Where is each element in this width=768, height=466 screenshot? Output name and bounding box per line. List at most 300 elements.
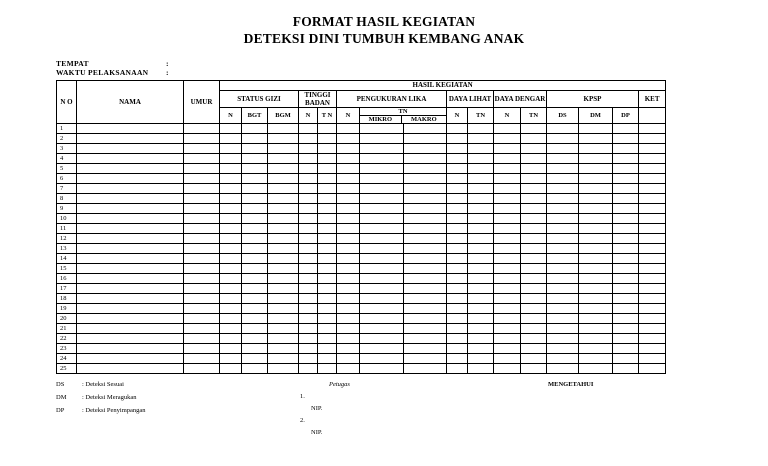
table-cell (242, 274, 268, 284)
table-cell (521, 144, 547, 154)
table-cell (639, 314, 666, 324)
sub-dp: DP (613, 108, 639, 124)
table-cell (220, 334, 242, 344)
table-cell (468, 224, 494, 234)
table-cell (318, 364, 337, 374)
row-number: 8 (57, 194, 77, 204)
table-cell (220, 324, 242, 334)
table-cell (547, 264, 579, 274)
table-cell (579, 164, 613, 174)
table-cell (521, 194, 547, 204)
table-cell (447, 244, 468, 254)
table-cell (337, 124, 360, 134)
table-cell (220, 154, 242, 164)
table-row (57, 254, 666, 264)
table-cell (77, 244, 184, 254)
table-row (57, 204, 666, 214)
table-cell (639, 244, 666, 254)
table-cell (494, 164, 521, 174)
table-cell (494, 204, 521, 214)
table-cell (579, 354, 613, 364)
table-cell (639, 214, 666, 224)
table-cell (77, 184, 184, 194)
table-cell (184, 214, 220, 224)
table-cell (494, 304, 521, 314)
table-cell (468, 334, 494, 344)
table-cell (337, 294, 360, 304)
table-cell (447, 164, 468, 174)
table-cell (318, 164, 337, 174)
table-cell (494, 194, 521, 204)
table-cell (547, 324, 579, 334)
table-cell (547, 304, 579, 314)
header-status-gizi: STATUS GIZI (220, 91, 299, 108)
header-tinggi-badan: TINGGI BADAN (299, 91, 337, 108)
row-number: 24 (57, 354, 77, 364)
header-nama: NAMA (77, 81, 184, 124)
table-cell (613, 144, 639, 154)
table-cell (184, 344, 220, 354)
table-row (57, 124, 666, 134)
table-cell (337, 354, 360, 364)
table-cell (579, 214, 613, 224)
row-number: 23 (57, 344, 77, 354)
table-row (57, 314, 666, 324)
table-cell (318, 294, 337, 304)
table-cell (299, 214, 318, 224)
table-row (57, 264, 666, 274)
table-cell (77, 354, 184, 364)
table-cell (521, 164, 547, 174)
table-cell (404, 184, 447, 194)
row-number: 7 (57, 184, 77, 194)
table-cell (579, 224, 613, 234)
header-daya-lihat: DAYA LIHAT (447, 91, 494, 108)
table-cell (521, 364, 547, 374)
table-cell (299, 154, 318, 164)
table-row (57, 334, 666, 344)
table-cell (468, 324, 494, 334)
table-cell (360, 164, 404, 174)
table-cell (242, 334, 268, 344)
table-cell (404, 244, 447, 254)
table-cell (242, 214, 268, 224)
lika-tn-split (360, 108, 446, 123)
table-cell (404, 314, 447, 324)
sub-bgt: BGT (242, 108, 268, 124)
table-cell (404, 254, 447, 264)
row-number: 20 (57, 314, 77, 324)
legend-code: DS (56, 381, 65, 388)
table-cell (579, 234, 613, 244)
table-cell (639, 254, 666, 264)
row-number: 17 (57, 284, 77, 294)
table-cell (360, 274, 404, 284)
table-cell (468, 274, 494, 284)
table-cell (613, 124, 639, 134)
table-cell (299, 314, 318, 324)
table-cell (494, 184, 521, 194)
table-cell (447, 364, 468, 374)
table-cell (299, 164, 318, 174)
row-number: 6 (57, 174, 77, 184)
header-daya-dengar: DAYA DENGAR (494, 91, 547, 108)
table-cell (468, 294, 494, 304)
table-cell (184, 144, 220, 154)
table-cell (268, 304, 299, 314)
table-cell (447, 324, 468, 334)
table-cell (613, 254, 639, 264)
meta-tempat (56, 59, 169, 68)
table-cell (547, 164, 579, 174)
table-cell (77, 304, 184, 314)
table-cell (521, 294, 547, 304)
table-cell (494, 274, 521, 284)
row-number: 21 (57, 324, 77, 334)
table-cell (360, 234, 404, 244)
table-cell (337, 154, 360, 164)
table-cell (299, 254, 318, 264)
table-cell (360, 134, 404, 144)
table-cell (494, 244, 521, 254)
table-cell (547, 364, 579, 374)
table-cell (268, 164, 299, 174)
table-cell (242, 134, 268, 144)
table-cell (613, 334, 639, 344)
row-number: 19 (57, 304, 77, 314)
table-cell (547, 194, 579, 204)
table-cell (77, 294, 184, 304)
table-cell (77, 284, 184, 294)
table-cell (404, 284, 447, 294)
table-cell (242, 164, 268, 174)
table-cell (613, 224, 639, 234)
table-cell (404, 294, 447, 304)
table-row (57, 324, 666, 334)
meta-waktu (56, 68, 169, 77)
table-cell (521, 254, 547, 264)
table-cell (579, 124, 613, 134)
table-cell (360, 324, 404, 334)
table-cell (268, 224, 299, 234)
table-row (57, 234, 666, 244)
table-cell (299, 174, 318, 184)
table-cell (242, 354, 268, 364)
table-cell (468, 264, 494, 274)
table-cell (494, 254, 521, 264)
legend-dm (56, 394, 137, 401)
legend-desc: : Deteksi Sesuai (82, 381, 124, 388)
table-cell (268, 254, 299, 264)
table-cell (447, 344, 468, 354)
table-cell (268, 344, 299, 354)
table-cell (268, 124, 299, 134)
table-cell (184, 304, 220, 314)
table-cell (547, 204, 579, 214)
sub-dm: DM (579, 108, 613, 124)
table-cell (220, 144, 242, 154)
table-cell (77, 334, 184, 344)
table-cell (494, 294, 521, 304)
table-cell (547, 244, 579, 254)
table-cell (268, 194, 299, 204)
table-cell (468, 124, 494, 134)
table-cell (318, 124, 337, 134)
table-cell (360, 344, 404, 354)
table-cell (268, 184, 299, 194)
table-cell (242, 124, 268, 134)
table-cell (521, 344, 547, 354)
table-cell (404, 224, 447, 234)
waktu-colon: : (166, 68, 169, 77)
table-cell (337, 204, 360, 214)
mengetahui-label: MENGETAHUI (548, 381, 594, 388)
table-cell (468, 204, 494, 214)
table-cell (447, 294, 468, 304)
table-cell (404, 264, 447, 274)
table-cell (77, 154, 184, 164)
table-cell (468, 164, 494, 174)
table-cell (268, 144, 299, 154)
table-cell (220, 354, 242, 364)
table-cell (468, 314, 494, 324)
table-cell (404, 334, 447, 344)
table-cell (404, 194, 447, 204)
table-cell (447, 124, 468, 134)
table-cell (613, 204, 639, 214)
table-cell (268, 264, 299, 274)
table-cell (318, 264, 337, 274)
signer-1-number: 1. (300, 393, 305, 400)
table-cell (547, 334, 579, 344)
table-cell (337, 364, 360, 374)
table-row (57, 364, 666, 374)
table-cell (184, 244, 220, 254)
table-cell (299, 294, 318, 304)
table-row (57, 154, 666, 164)
table-cell (521, 204, 547, 214)
table-cell (318, 214, 337, 224)
table-cell (494, 234, 521, 244)
table-cell (521, 184, 547, 194)
table-cell (639, 324, 666, 334)
table-cell (521, 334, 547, 344)
table-cell (521, 274, 547, 284)
table-cell (579, 154, 613, 164)
table-cell (184, 204, 220, 214)
legend-desc: : Deteksi Meragukan (82, 394, 137, 401)
table-cell (242, 364, 268, 374)
table-cell (579, 174, 613, 184)
table-cell (77, 364, 184, 374)
table-cell (337, 314, 360, 324)
sub-bgm: BGM (268, 108, 299, 124)
table-cell (242, 224, 268, 234)
table-cell (184, 134, 220, 144)
table-cell (639, 304, 666, 314)
table-cell (299, 304, 318, 314)
table-cell (299, 134, 318, 144)
table-cell (613, 214, 639, 224)
table-cell (318, 274, 337, 284)
table-cell (447, 254, 468, 264)
table-cell (318, 184, 337, 194)
table-cell (468, 254, 494, 264)
table-row (57, 354, 666, 364)
table-cell (184, 194, 220, 204)
table-cell (299, 284, 318, 294)
table-cell (447, 184, 468, 194)
table-cell (404, 204, 447, 214)
sub-tb-tn: T N (318, 108, 337, 124)
table-cell (220, 264, 242, 274)
table-cell (299, 144, 318, 154)
table-cell (404, 154, 447, 164)
table-cell (184, 174, 220, 184)
table-cell (242, 264, 268, 274)
table-cell (521, 154, 547, 164)
table-cell (494, 174, 521, 184)
table-cell (494, 214, 521, 224)
table-cell (184, 364, 220, 374)
table-cell (404, 324, 447, 334)
table-cell (77, 124, 184, 134)
table-cell (299, 354, 318, 364)
table-cell (360, 354, 404, 364)
table-cell (184, 314, 220, 324)
table-cell (337, 214, 360, 224)
table-cell (639, 344, 666, 354)
table-cell (184, 284, 220, 294)
table-cell (404, 364, 447, 374)
table-cell (521, 224, 547, 234)
table-cell (639, 184, 666, 194)
table-cell (521, 264, 547, 274)
table-cell (494, 134, 521, 144)
document-subtitle: DETEKSI DINI TUMBUH KEMBANG ANAK (243, 31, 525, 46)
table-cell (337, 144, 360, 154)
table-cell (404, 214, 447, 224)
row-number: 4 (57, 154, 77, 164)
table-cell (494, 144, 521, 154)
table-cell (468, 244, 494, 254)
table-cell (220, 224, 242, 234)
table-row (57, 164, 666, 174)
table-cell (318, 354, 337, 364)
table-row (57, 344, 666, 354)
table-cell (242, 324, 268, 334)
petugas-label: Petugas (329, 381, 350, 388)
table-cell (447, 274, 468, 284)
table-cell (77, 144, 184, 154)
table-cell (521, 214, 547, 224)
table-cell (494, 364, 521, 374)
table-cell (468, 154, 494, 164)
table-row (57, 184, 666, 194)
row-number: 25 (57, 364, 77, 374)
table-cell (404, 164, 447, 174)
table-cell (220, 284, 242, 294)
table-cell (220, 234, 242, 244)
table-cell (521, 234, 547, 244)
sub-lika-tn (360, 108, 447, 124)
table-cell (547, 214, 579, 224)
table-cell (494, 334, 521, 344)
table-cell (268, 244, 299, 254)
table-cell (639, 174, 666, 184)
table-cell (299, 234, 318, 244)
row-number: 1 (57, 124, 77, 134)
table-cell (360, 204, 404, 214)
table-cell (220, 344, 242, 354)
table-row (57, 134, 666, 144)
table-cell (318, 254, 337, 264)
table-cell (318, 234, 337, 244)
table-cell (521, 134, 547, 144)
table-cell (447, 234, 468, 244)
table-cell (639, 164, 666, 174)
signer-2-number: 2. (300, 417, 305, 424)
table-cell (613, 184, 639, 194)
table-cell (579, 364, 613, 374)
table-cell (447, 174, 468, 184)
table-cell (337, 284, 360, 294)
header-no: N O (57, 81, 77, 124)
table-cell (184, 184, 220, 194)
table-body (57, 124, 666, 374)
table-cell (360, 244, 404, 254)
table-cell (547, 294, 579, 304)
table-cell (184, 164, 220, 174)
table-cell (184, 254, 220, 264)
table-cell (447, 354, 468, 364)
table-row (57, 224, 666, 234)
sub-lihat-n: N (447, 108, 468, 124)
table-cell (184, 324, 220, 334)
row-number: 15 (57, 264, 77, 274)
row-number: 3 (57, 144, 77, 154)
table-cell (337, 224, 360, 234)
table-cell (77, 174, 184, 184)
table-cell (547, 314, 579, 324)
table-cell (613, 244, 639, 254)
waktu-label: WAKTU PELAKSANAAN (56, 68, 149, 77)
table-cell (404, 274, 447, 284)
table-row (57, 244, 666, 254)
table-cell (613, 294, 639, 304)
table-cell (268, 154, 299, 164)
table-cell (547, 284, 579, 294)
table-cell (547, 234, 579, 244)
table-cell (299, 364, 318, 374)
sub-mikro: MIKRO (360, 116, 401, 124)
table-cell (613, 164, 639, 174)
table-cell (220, 204, 242, 214)
table-row (57, 214, 666, 224)
table-cell (337, 264, 360, 274)
table-cell (547, 154, 579, 164)
table-cell (521, 174, 547, 184)
table-cell (547, 274, 579, 284)
table-cell (547, 344, 579, 354)
table-cell (268, 334, 299, 344)
table-cell (447, 144, 468, 154)
table-cell (613, 234, 639, 244)
table-cell (268, 314, 299, 324)
table-cell (579, 184, 613, 194)
table-cell (220, 164, 242, 174)
table-cell (220, 304, 242, 314)
